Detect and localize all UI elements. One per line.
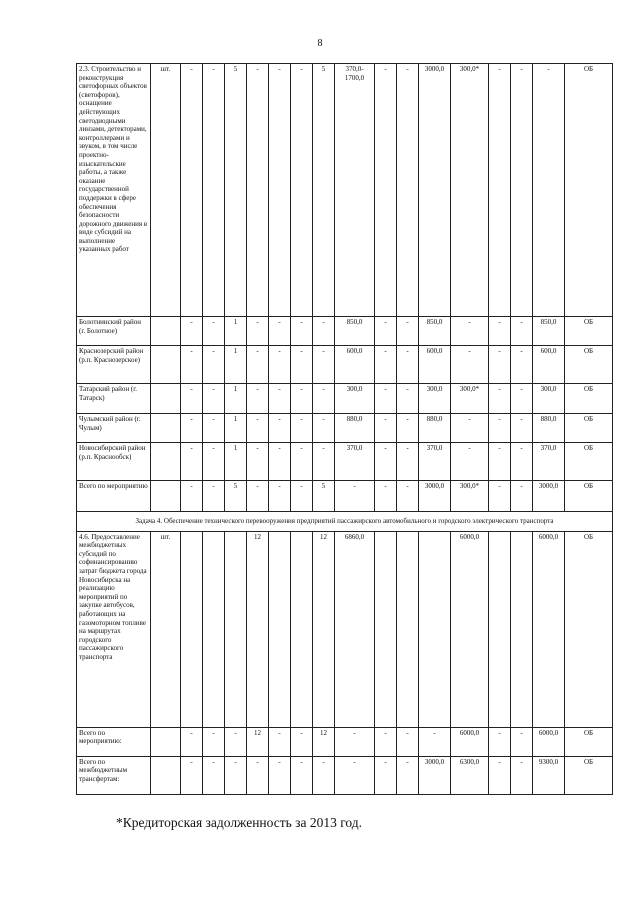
table-cell: ОБ	[565, 727, 613, 756]
table-cell	[151, 384, 181, 414]
table-cell: -	[451, 443, 489, 481]
table-cell: 12	[313, 531, 335, 727]
table-cell: -	[225, 756, 247, 794]
table-cell: -	[375, 317, 397, 346]
table-cell: 12	[313, 727, 335, 756]
table-cell: ОБ	[565, 346, 613, 384]
table-cell: -	[511, 346, 533, 384]
table-cell: -	[291, 727, 313, 756]
table-cell: -	[269, 346, 291, 384]
table-cell: ОБ	[565, 481, 613, 512]
table-cell: -	[397, 756, 419, 794]
table-cell: ОБ	[565, 384, 613, 414]
table-cell: -	[291, 317, 313, 346]
table-cell: -	[511, 64, 533, 317]
table-cell	[375, 531, 397, 727]
table-cell: -	[397, 727, 419, 756]
table-cell: ОБ	[565, 531, 613, 727]
table-cell: 880,0	[419, 414, 451, 443]
row-name-cell: Болотнинский район (г. Болотное)	[77, 317, 151, 346]
table-cell: -	[291, 756, 313, 794]
table-cell: 600,0	[335, 346, 375, 384]
table-body-group2	[77, 531, 613, 794]
table-cell: -	[313, 756, 335, 794]
table-cell: шт.	[151, 531, 181, 727]
table-cell: -	[291, 64, 313, 317]
row-name-cell: Новосибирский район (р.п. Краснообск)	[77, 443, 151, 481]
row-name-cell: Всего по межбюджетным трансфертам:	[77, 756, 151, 794]
table-cell	[419, 531, 451, 727]
table-cell: -	[203, 756, 225, 794]
table-cell: -	[203, 443, 225, 481]
table-cell: -	[203, 414, 225, 443]
table-cell: -	[269, 443, 291, 481]
table-cell	[151, 727, 181, 756]
table-cell: 3000,0	[419, 756, 451, 794]
table-cell: -	[247, 384, 269, 414]
row-name-cell: Всего по мероприятию:	[77, 727, 151, 756]
table-cell: -	[489, 481, 511, 512]
table-cell: -	[375, 727, 397, 756]
table-cell: -	[313, 384, 335, 414]
table-cell: 850,0	[533, 317, 565, 346]
table-cell: -	[335, 727, 375, 756]
table-cell: -	[511, 481, 533, 512]
table-cell: -	[203, 317, 225, 346]
page-number: 8	[317, 38, 323, 49]
table-cell: -	[181, 346, 203, 384]
table-cell: 6000,0	[533, 531, 565, 727]
table-cell: -	[397, 443, 419, 481]
table-cell: -	[375, 346, 397, 384]
table-cell: 6000,0	[451, 531, 489, 727]
table-cell: 1	[225, 414, 247, 443]
table-cell: 6000,0	[533, 727, 565, 756]
table-cell: 6300,0	[451, 756, 489, 794]
table-cell: -	[511, 727, 533, 756]
table-cell: -	[397, 384, 419, 414]
table-cell: -	[489, 756, 511, 794]
table-cell: ОБ	[565, 414, 613, 443]
table-cell: -	[489, 64, 511, 317]
table-cell: -	[451, 317, 489, 346]
table-cell: -	[203, 481, 225, 512]
table-cell: -	[247, 414, 269, 443]
table-cell: 9300,0	[533, 756, 565, 794]
task-row	[77, 512, 613, 532]
table-cell: -	[397, 317, 419, 346]
table-cell: -	[511, 317, 533, 346]
table-cell: -	[181, 481, 203, 512]
table-cell: ОБ	[565, 317, 613, 346]
table-cell: 1	[225, 384, 247, 414]
table-cell: -	[269, 756, 291, 794]
table-row	[77, 414, 613, 443]
table-cell: -	[247, 443, 269, 481]
table-cell: -	[451, 414, 489, 443]
table-row	[77, 727, 613, 756]
table-cell: -	[313, 443, 335, 481]
table-cell: 300,0*	[451, 481, 489, 512]
table-cell: 300,0	[419, 384, 451, 414]
table-cell: -	[451, 346, 489, 384]
table-cell: -	[375, 64, 397, 317]
table-cell	[151, 443, 181, 481]
table-cell	[151, 414, 181, 443]
table-cell: -	[511, 756, 533, 794]
table-cell	[225, 531, 247, 727]
table-cell: 3000,0	[419, 481, 451, 512]
table-cell: -	[203, 346, 225, 384]
table-cell: -	[489, 443, 511, 481]
table-cell	[181, 531, 203, 727]
task-header: Задача 4. Обеспечение технического перевооружения предприятий пассажирского автомобильного и городского электрического транспорта	[77, 512, 613, 532]
table-cell: -	[247, 346, 269, 384]
table-row	[77, 317, 613, 346]
table-cell: 5	[225, 481, 247, 512]
table-cell: 370,0-1700,0	[335, 64, 375, 317]
table-cell: -	[291, 481, 313, 512]
table-cell: -	[203, 64, 225, 317]
table-cell	[291, 531, 313, 727]
row-name-cell: Краснозерский район (р.п. Краснозерское)	[77, 346, 151, 384]
table-cell	[151, 756, 181, 794]
table-cell	[151, 346, 181, 384]
table-cell	[269, 531, 291, 727]
table-cell: 3000,0	[419, 64, 451, 317]
table-cell: -	[269, 414, 291, 443]
table-cell: -	[291, 414, 313, 443]
table-cell: 6000,0	[451, 727, 489, 756]
table-cell: -	[489, 346, 511, 384]
table-cell: -	[203, 384, 225, 414]
table-cell: -	[313, 317, 335, 346]
table-cell: 880,0	[335, 414, 375, 443]
table-cell	[511, 531, 533, 727]
table-body-task	[77, 512, 613, 532]
table-cell: -	[375, 756, 397, 794]
table-cell: -	[313, 414, 335, 443]
table-cell: -	[291, 384, 313, 414]
table-cell: -	[181, 64, 203, 317]
table-cell: -	[489, 727, 511, 756]
table-cell: 6860,0	[335, 531, 375, 727]
table-cell: 300,0*	[451, 64, 489, 317]
table-cell: -	[181, 317, 203, 346]
table-row	[77, 481, 613, 512]
table-cell: -	[247, 64, 269, 317]
table-cell: -	[335, 481, 375, 512]
table-cell: -	[375, 384, 397, 414]
table-cell: -	[269, 481, 291, 512]
table-cell	[151, 481, 181, 512]
table-cell: -	[397, 346, 419, 384]
table-cell: -	[269, 384, 291, 414]
table-cell: 300,0*	[451, 384, 489, 414]
table-cell: 1	[225, 317, 247, 346]
table-cell: 12	[247, 531, 269, 727]
table-row	[77, 346, 613, 384]
table-cell: -	[533, 64, 565, 317]
table-cell: 370,0	[533, 443, 565, 481]
table-cell	[151, 317, 181, 346]
row-name-cell: Татарский район (г. Татарск)	[77, 384, 151, 414]
table-cell: 300,0	[335, 384, 375, 414]
table-cell: -	[181, 414, 203, 443]
table-cell: 850,0	[419, 317, 451, 346]
table-cell: -	[375, 481, 397, 512]
table-cell: 880,0	[533, 414, 565, 443]
table-row	[77, 384, 613, 414]
program-table	[76, 63, 613, 795]
table-cell: -	[269, 317, 291, 346]
table-cell: 5	[225, 64, 247, 317]
table-cell: 370,0	[335, 443, 375, 481]
table-cell: ОБ	[565, 443, 613, 481]
table-cell: 600,0	[533, 346, 565, 384]
table-cell: -	[397, 64, 419, 317]
table-row	[77, 756, 613, 794]
table-cell: -	[181, 384, 203, 414]
table-cell: -	[181, 756, 203, 794]
table-cell: -	[247, 317, 269, 346]
table-cell: -	[291, 346, 313, 384]
table-cell: -	[397, 481, 419, 512]
table-cell: 5	[313, 64, 335, 317]
table-row	[77, 64, 613, 317]
table-cell: ОБ	[565, 64, 613, 317]
row-name-cell: 4.6. Предоставление межбюджетных субсидий по софинансированию затрат бюджета города Новосибирска на реализацию мероприятий по закупке автобусов, работающих на газомоторном топливе на маршрутах городского пассажирского транспорта	[77, 531, 151, 727]
table-cell: 850,0	[335, 317, 375, 346]
table-cell: 1	[225, 346, 247, 384]
footnote: *Кредиторская задолженность за 2013 год.	[116, 815, 363, 830]
table-cell	[203, 531, 225, 727]
table-cell: -	[489, 414, 511, 443]
table-row	[77, 531, 613, 727]
table-cell: -	[225, 727, 247, 756]
table-cell: 3000,0	[533, 481, 565, 512]
table-cell: -	[291, 443, 313, 481]
table-cell	[397, 531, 419, 727]
table-cell: -	[313, 346, 335, 384]
table-cell: 5	[313, 481, 335, 512]
table-cell: 1	[225, 443, 247, 481]
table-cell: -	[489, 384, 511, 414]
table-body-group1	[77, 64, 613, 512]
table-cell: -	[397, 414, 419, 443]
row-name-cell: 2.3. Строительство и реконструкция светофорных объектов (светофоров), оснащение действующих светодиодными линзами, детекторами, контроллерами и звуком, в том числе проектно-изыскательские работы, а также оказание государственной поддержки в сфере обеспечения безопасности дорожного движения в виде субсидий на выполнение указанных работ	[77, 64, 151, 317]
row-name-cell: Чулымский район (г. Чулым)	[77, 414, 151, 443]
table-cell: -	[489, 317, 511, 346]
table-cell: 600,0	[419, 346, 451, 384]
table-cell: -	[269, 64, 291, 317]
table-cell: -	[181, 443, 203, 481]
table-cell: -	[247, 756, 269, 794]
table-row	[77, 443, 613, 481]
table-cell: ОБ	[565, 756, 613, 794]
table-cell: -	[203, 727, 225, 756]
table-cell: -	[511, 414, 533, 443]
table-cell: -	[375, 443, 397, 481]
table-cell: -	[419, 727, 451, 756]
table-cell: -	[181, 727, 203, 756]
table-cell: -	[269, 727, 291, 756]
table-cell: 300,0	[533, 384, 565, 414]
table-cell: -	[511, 443, 533, 481]
table-cell	[489, 531, 511, 727]
table-cell: -	[335, 756, 375, 794]
row-name-cell: Всего по мероприятию	[77, 481, 151, 512]
table-cell: -	[247, 481, 269, 512]
table-cell: -	[511, 384, 533, 414]
table-cell: 370,0	[419, 443, 451, 481]
table-cell: -	[375, 414, 397, 443]
table-cell: шт.	[151, 64, 181, 317]
table-cell: 12	[247, 727, 269, 756]
